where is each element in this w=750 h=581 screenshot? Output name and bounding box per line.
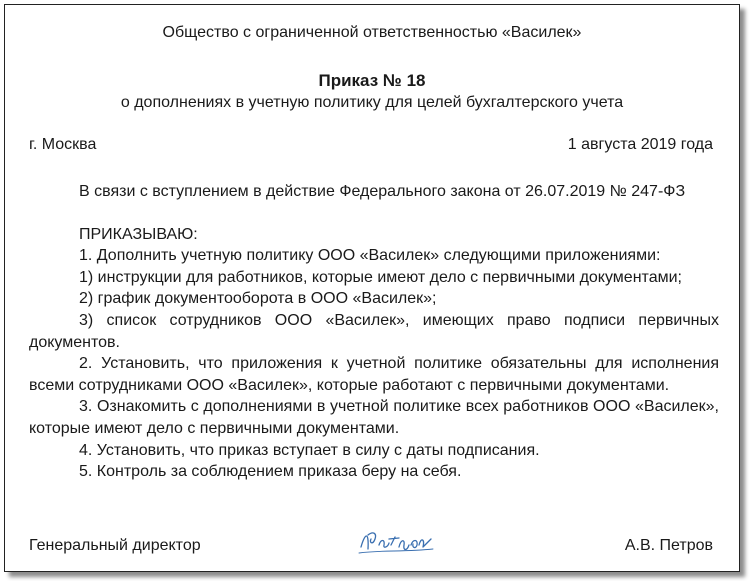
handwritten-signature — [355, 525, 435, 559]
director-position: Генеральный директор — [29, 537, 201, 554]
order-item-5: 5. Контроль за соблюдением приказа беру на себя. — [79, 463, 462, 481]
order-item-2: 2. Установить, что приложения к учетной политике обязательны для исполнения всеми сотрудниками ООО «Василек», которые работают с первичными документами. — [29, 355, 719, 394]
order-item-1-3: 3) список сотрудников ООО «Василек», имеющих право подписи первичных документов. — [29, 311, 719, 351]
order-item-3: 3. Ознакомить с дополнениями в учетной политике всех работников ООО «Василек», которые имеют дело с первичными документами. — [29, 398, 719, 437]
order-date: 1 августа 2019 года — [567, 136, 713, 153]
document-frame — [4, 4, 740, 572]
order-title: Приказ № 18 — [318, 71, 426, 90]
signature-underline — [359, 549, 433, 553]
order-word: ПРИКАЗЫВАЮ: — [79, 225, 198, 243]
signer-name: А.В. Петров — [624, 537, 713, 554]
city: г. Москва — [29, 136, 97, 153]
order-subtitle: о дополнениях в учетную политику для целей бухгалтерского учета — [120, 94, 624, 111]
order-document — [5, 5, 739, 571]
preamble: В связи с вступлением в действие Федерального закона от 26.07.2019 № 247-ФЗ — [79, 183, 686, 200]
paragraph-gap — [29, 203, 719, 224]
order-item-4: 4. Установить, что приказ вступает в силу с даты подписания. — [79, 441, 540, 459]
organization-name: Общество с ограниченной ответственностью «Василек» — [162, 24, 582, 41]
signature-stroke — [361, 533, 431, 550]
order-item-1-1: 1) инструкции для работников, которые имеют дело с первичными документами; — [79, 268, 682, 286]
order-body — [29, 181, 719, 483]
order-item-1-2: 2) график документооборота в ООО «Василек»; — [79, 290, 437, 308]
order-item-1: 1. Дополнить учетную политику ООО «Василек» следующими приложениями: — [79, 247, 661, 265]
